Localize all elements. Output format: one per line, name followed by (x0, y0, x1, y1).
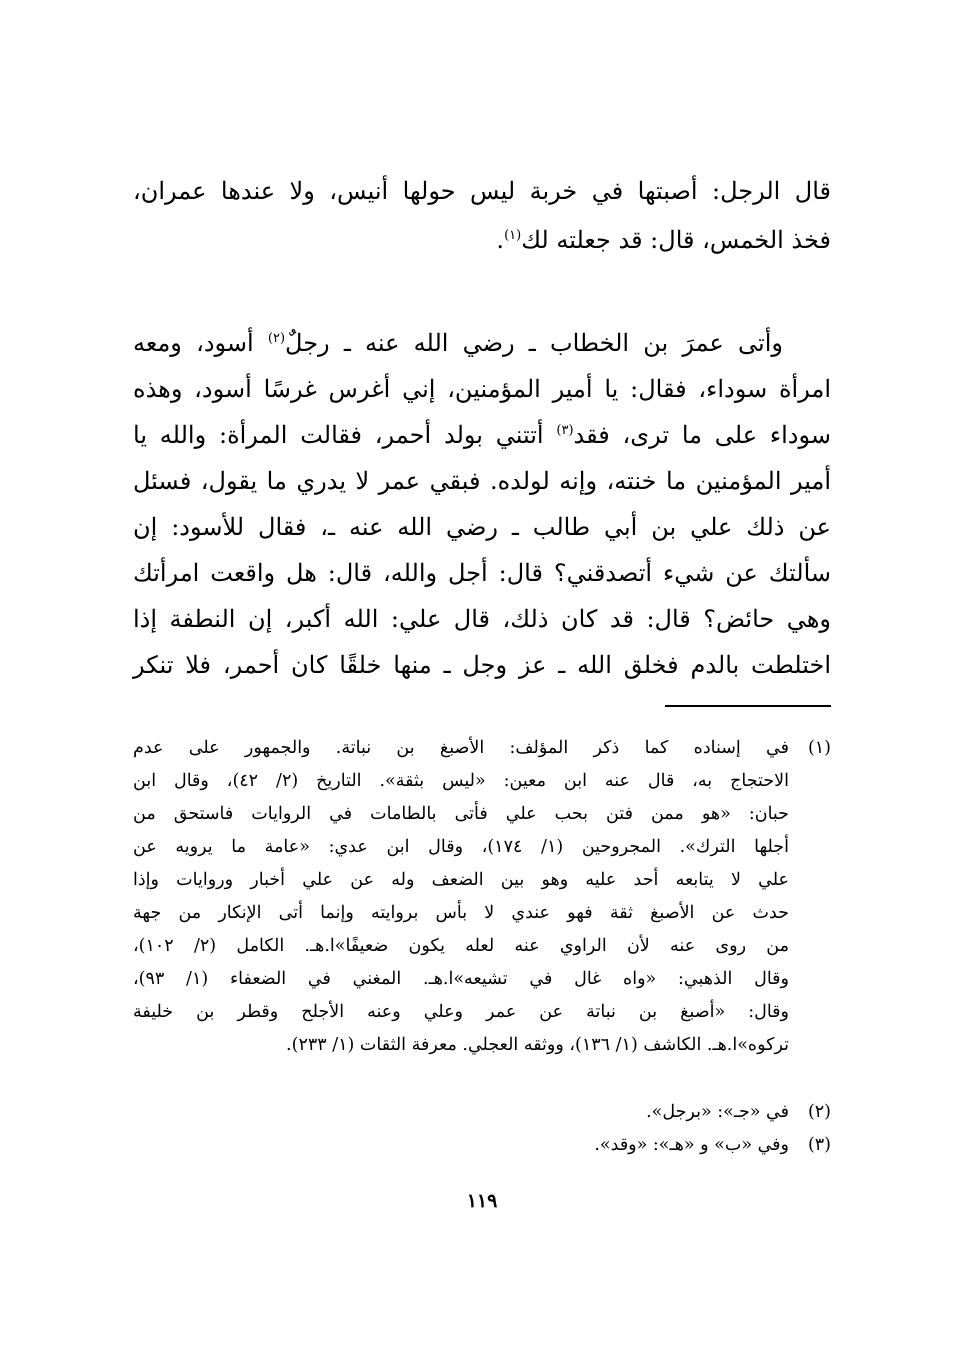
footnote-line: من روى عنه لأن الراوي عنه لعله يكون ضعيفًا»ا.هـ. الكامل (٢/ ١٠٢)، (133, 936, 789, 956)
footnote-line: حبان: «هو ممن فتن بحب علي فأتى بالطامات في الروايات فاستحق من (133, 804, 789, 824)
footnote-line: الاحتجاج به، قال عنه ابن معين: «ليس بثقة». التاريخ (٢/ ٤٢)، وقال ابن (133, 771, 789, 791)
text-line: سألتك عن شيء أتصدقني؟ قال: أجل والله، قال: هل واقعت امرأتك (133, 559, 831, 587)
footnote-line: حدث عن الأصبغ ثقة فهو عندي لا بأس بروايته وإنما أتى الإنكار من جهة (133, 903, 789, 923)
footnote-line: علي لا يتابعه أحد عليه وهو بين الضعف وله عن علي أخبار وروايات وإذا (133, 870, 789, 890)
text-line: أمير المؤمنين ما خنته، وإنه لولده. فبقي عمر لا يدري ما يقول، فسئل (133, 467, 831, 495)
footnote-ref[interactable]: (١) (504, 228, 522, 243)
footnote-line: تركوه»ا.هـ. الكاشف (١/ ١٣٦)، ووثقه العجلي. معرفة الثقات (١/ ٢٣٣). (286, 1035, 789, 1055)
text-line: اختلطت بالدم فخلق الله ـ عز وجل ـ منها خلقًا كان أحمر، فلا تنكر (133, 651, 831, 679)
text-line: قال الرجل: أصبتها في خربة ليس حولها أنيس، ولا عندها عمران، (133, 177, 831, 205)
footnote-line: أجلها الترك». المجروحين (١/ ١٧٤)، وقال ابن عدي: «عامة ما يرويه عن (133, 837, 789, 857)
footnote-line: وفي «ب» و «هـ»: «وقد». (594, 1135, 789, 1155)
footnote-number: (٣) (807, 1135, 831, 1155)
footnote-ref[interactable]: (٣) (556, 423, 574, 438)
footnote-line: وقال الذهبي: «واه غال في تشيعه»ا.هـ. المغني في الضعفاء (١/ ٩٣)، (133, 969, 789, 989)
footnote-line: وقال: «أصبغ بن نباتة عن عمر وعلي وعنه الأجلح وقطر بن خليفة (133, 1002, 789, 1022)
text-line: امرأة سوداء، فقال: يا أمير المؤمنين، إني أغرس غرسًا أسود، وهذه (133, 375, 831, 403)
text-line: وأتى عمرَ بن الخطاب ـ رضي الله عنه ـ رجلٌ$^{(٢)}$ أسود، ومعه (133, 329, 783, 357)
text-line: سوداء على ما ترى، فقد$^{(٣)}$ أتتني بولد أحمر، فقالت المرأة: والله يا (133, 421, 831, 449)
footnote-ref[interactable]: (٢) (267, 331, 286, 346)
footnote-number: (١) (807, 738, 831, 758)
footnote-number: (٢) (807, 1102, 831, 1122)
footnote-separator (665, 705, 831, 707)
text-line: فخذ الخمس، قال: قد جعلته لك$^{(١)}$. (496, 226, 831, 254)
text-line: وهي حائض؟ قال: قد كان ذلك، قال علي: الله أكبر، إن النطفة إذا (133, 605, 831, 633)
footnote-line: في إسناده كما ذكر المؤلف: الأصبغ بن نباتة. والجمهور على عدم (133, 738, 789, 758)
footnote-line: في «جـ»: «برجل». (646, 1102, 789, 1122)
page-number: ١١٩ (466, 1190, 498, 1212)
text-line: عن ذلك علي بن أبي طالب ـ رضي الله عنه ـ، فقال للأسود: إن (133, 513, 831, 541)
